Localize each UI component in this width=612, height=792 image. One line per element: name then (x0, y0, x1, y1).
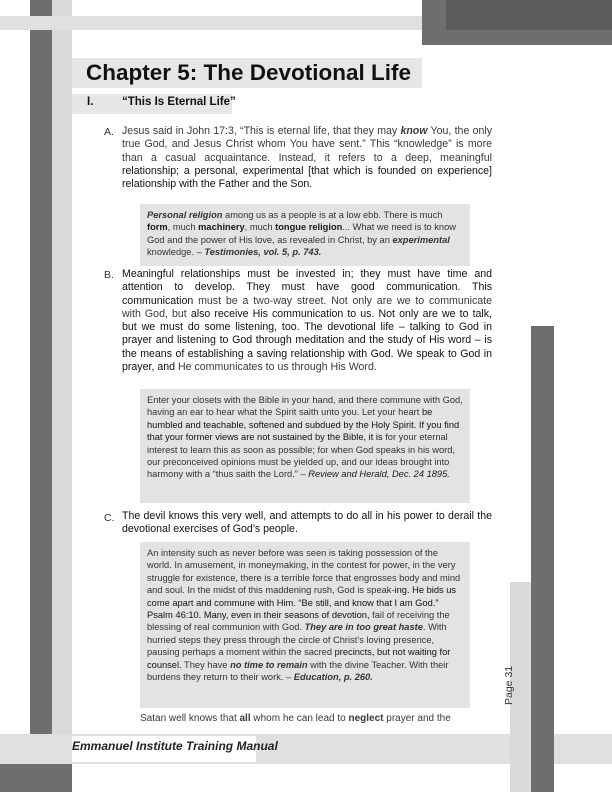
section-title: “This Is Eternal Life” (122, 96, 236, 108)
quote-box-1: Personal religion among us as a people is at a low ebb. There is much form, much machinery, much tongue religion... What we need is to know God and the power of His love, as revealed in Christ, by an experimental knowledge. – Testimonies, vol. 5, p. 743. (140, 204, 470, 266)
deco-left-light-bar (52, 0, 72, 765)
footer-manual-title: Emmanuel Institute Training Manual (72, 739, 278, 753)
quote-box-2: Enter your closets with the Bible in your hand, and there commune with God, having an ear to hear what the Spirit saith unto you. Let your heart be humbled and teachable, softened and subdued by the Holy Spirit. If you find that your former views are not sustained by the Bible, it is for your eternal interest to learn this as soon as possible; for when God speaks in his word, our preconceived opinions must be yielded up, and our ideas brought into harmony with a “thus saith the Lord.” – Review and Herald, Dec. 24 1895. (140, 389, 470, 503)
closing-paragraph: Satan well knows that all whom he can lead to neglect prayer and the (140, 713, 451, 724)
deco-right-dark-bar (531, 326, 554, 792)
item-b-label: B. (104, 269, 114, 281)
chapter-title: Chapter 5: The Devotional Life (86, 60, 412, 85)
deco-top-right-inner (446, 0, 612, 30)
item-c-label: C. (104, 512, 115, 524)
section-number: I. (87, 96, 94, 108)
deco-top-left-dark-bar (30, 0, 52, 765)
item-c-paragraph: The devil knows this very well, and attempts to do all in his power to derail the devotional exercises of God’s people. (122, 510, 492, 536)
item-b-paragraph: Meaningful relationships must be invested in; they must have time and attention to develop. They must have good communication. This communication must be a two-way street. Not only are we to communicate with God, but also receive His communication to us. Not only are we to talk, but we must do some listening, too. The devotional life – talking to God in prayer and listening to God through meditation and the study of His word – is the means of establishing a saving relationship with God. We speak to God in prayer, and He communicates to us through His Word. (122, 268, 492, 374)
quote-box-3: An intensity such as never before was seen is taking possession of the world. In amusement, in moneymaking, in the contest for power, in the very struggle for existence, there is a terrible force that engrosses body and mind and soul. In the midst of this maddening rush, God is speak-ing. He bids us come apart and commune with Him. “Be still, and know that I am God.” Psalm 46:10. Many, even in their seasons of devotion, fail of receiving the blessing of real communion with God. They are in too great haste. With hurried steps they press through the circle of Christ’s loving presence, pausing perhaps a moment within the sacred precincts, but not waiting for counsel. They have no time to remain with the divine Teacher. With their burdens they return to their work. – Education, p. 260. (140, 542, 470, 708)
item-a-paragraph: Jesus said in John 17:3, “This is eternal life, that they may know You, the only true God, and Jesus Christ whom You have sent.” This “knowledge” is more than a casual acquaintance. Instead, it refers to a deep, meaningful relationship; a personal, experimental [that which is founded on experience] relationship with the Father and the Son. (122, 125, 492, 191)
page-number: Page 31 (503, 665, 515, 705)
item-a-label: A. (104, 126, 114, 138)
deco-bottom-left-dark (0, 764, 72, 792)
